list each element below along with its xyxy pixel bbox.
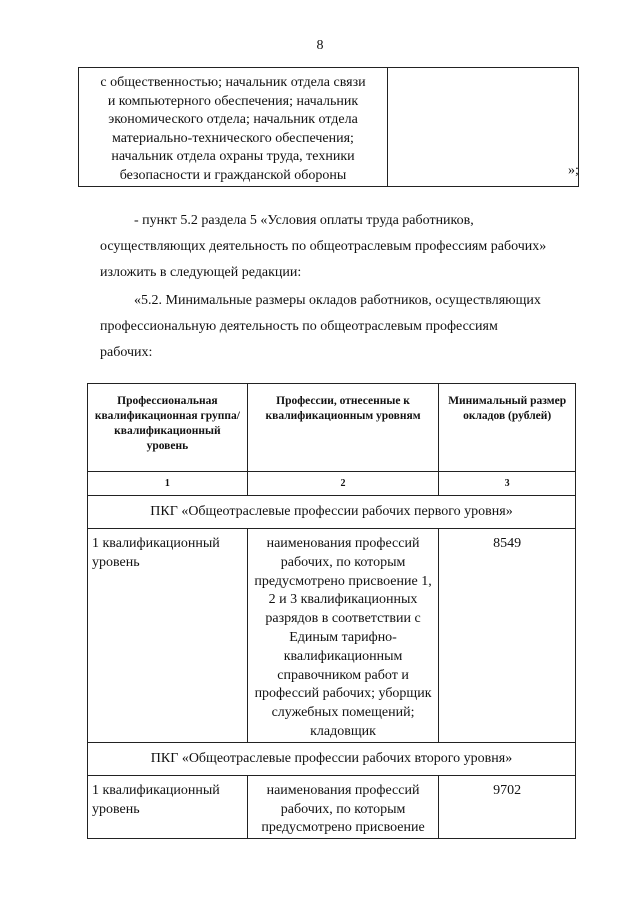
closing-quote: »; bbox=[568, 163, 579, 178]
continued-table bbox=[78, 67, 579, 187]
column-number: 3 bbox=[439, 472, 576, 496]
salary-value: 8549 bbox=[439, 529, 576, 743]
empty-cell bbox=[388, 68, 579, 187]
profession-list: наименования профессий рабочих, по которым предусмотрено присвоение 1, 2 и 3 квалификационных разрядов в соответствии с Единым тарифно-квалификационным справочником работ и профессий рабочих; уборщик служебных помещений; кладовщик bbox=[247, 529, 439, 743]
column-number: 1 bbox=[88, 472, 248, 496]
group-title: ПКГ «Общеотраслевые профессии рабочих второго уровня» bbox=[88, 742, 576, 775]
qualification-level: 1 квалификационный уровень bbox=[88, 775, 248, 838]
text-line: с общественностью; начальник отдела связи bbox=[100, 75, 366, 90]
group-row bbox=[88, 742, 576, 775]
column-number: 2 bbox=[247, 472, 439, 496]
continued-table-cell bbox=[79, 68, 388, 187]
salary-value: 9702 bbox=[439, 775, 576, 838]
profession-list: наименования профессий рабочих, по которым предусмотрено присвоение bbox=[247, 775, 439, 838]
text-line: профессиональную деятельность по общеотраслевым профессиям bbox=[100, 319, 498, 334]
page-number: 8 bbox=[316, 38, 324, 53]
qualification-level: 1 квалификационный уровень bbox=[88, 529, 248, 743]
column-number-row bbox=[88, 472, 576, 496]
text-line: и компьютерного обеспечения; начальник bbox=[107, 93, 359, 109]
salary-table bbox=[87, 383, 576, 839]
table-header-row bbox=[88, 384, 576, 472]
group-title: ПКГ «Общеотраслевые профессии рабочих первого уровня» bbox=[88, 496, 576, 529]
paragraph-section-5-2 bbox=[100, 288, 570, 366]
text-line: экономического отдела; начальник отдела bbox=[108, 112, 358, 128]
text-line: «5.2. Минимальные размеры окладов работников, осуществляющих bbox=[134, 293, 541, 308]
text-line: безопасности и гражданской обороны bbox=[119, 167, 347, 183]
header-cell-salary: Минимальный размер окладов (рублей) bbox=[439, 384, 576, 472]
text-line: материально-технического обеспечения; bbox=[112, 130, 354, 146]
table-row bbox=[88, 775, 576, 838]
header-cell-group: Профессиональная квалификационная группа/ квалификационный уровень bbox=[88, 384, 248, 472]
text-line: рабочих: bbox=[100, 345, 153, 360]
group-row bbox=[88, 496, 576, 529]
text-line: изложить в следующей редакции: bbox=[100, 265, 302, 280]
header-cell-professions: Профессии, отнесенные к квалификационным уровням bbox=[247, 384, 439, 472]
text-line: начальник отдела охраны труда, техники bbox=[111, 149, 355, 165]
paragraph-amendment bbox=[100, 208, 570, 286]
text-line: осуществляющих деятельность по общеотраслевым профессиям рабочих» bbox=[100, 239, 547, 254]
table-row bbox=[88, 529, 576, 743]
text-line: - пункт 5.2 раздела 5 «Условия оплаты труда работников, bbox=[134, 213, 474, 228]
